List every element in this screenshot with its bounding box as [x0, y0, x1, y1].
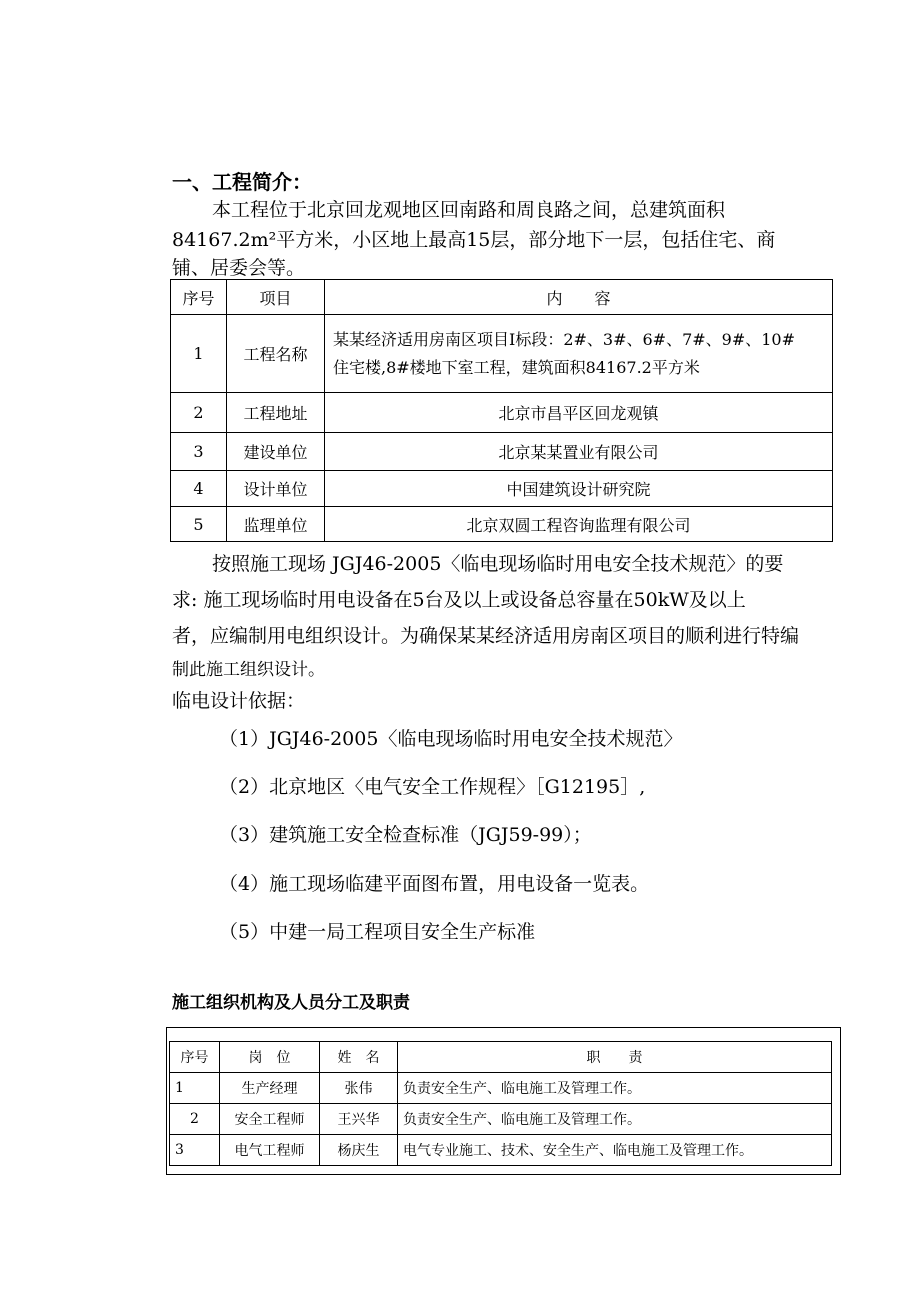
header-content: 内 容: [325, 280, 833, 315]
basis-item-4: （4）施工现场临建平面图布置，用电设备一览表。: [219, 873, 650, 895]
row-item: 设计单位: [227, 471, 325, 507]
basis-item-5: （5）中建一局工程项目安全生产标准: [219, 921, 536, 943]
intro-line-3: 铺、居委会等。: [172, 257, 306, 279]
row-content: [325, 315, 833, 393]
intro-line-1: 本工程位于北京回龙观地区回南路和周良路之间，总建筑面积: [212, 199, 726, 221]
content-line: 某某经济适用房南区项目Ⅰ标段：2#、3#、6#、7#、9#、10#: [333, 329, 796, 349]
row-name: 杨庆生: [320, 1135, 398, 1166]
row-post: 安全工程师: [220, 1104, 320, 1135]
table-row: [170, 1135, 832, 1166]
section2-title: 施工组织机构及人员分工及职责: [172, 993, 410, 1013]
header-no: 序号: [170, 1042, 220, 1073]
row-post: 生产经理: [220, 1073, 320, 1104]
header-post: 岗 位: [220, 1042, 320, 1073]
table-row: [171, 471, 833, 507]
table-row: [171, 507, 833, 542]
header-duty: 职 责: [398, 1042, 832, 1073]
header-name: 姓 名: [320, 1042, 398, 1073]
table-row: [170, 1104, 832, 1135]
basis-item-1: （1）JGJ46-2005〈临电现场临时用电安全技术规范〉: [219, 728, 683, 750]
row-name: 张伟: [320, 1073, 398, 1104]
row-duty: 电气专业施工、技术、安全生产、临电施工及管理工作。: [398, 1135, 832, 1166]
requirement-line-2: 求: 施工现场临时用电设备在5台及以上或设备总容量在50kW及以上: [172, 589, 746, 611]
row-no: 1: [171, 315, 227, 393]
row-no: 3: [170, 1135, 220, 1166]
table-row: [171, 393, 833, 433]
table-row: [171, 433, 833, 471]
row-content: 北京某某置业有限公司: [325, 433, 833, 471]
basis-item-2: （2）北京地区〈电气安全工作规程〉［G12195］,: [219, 776, 646, 798]
row-content: 中国建筑设计研究院: [325, 471, 833, 507]
row-post: 电气工程师: [220, 1135, 320, 1166]
basis-title: 临电设计依据：: [172, 690, 306, 712]
table-row: [171, 315, 833, 393]
row-item: 工程地址: [227, 393, 325, 433]
table-header-row: [171, 280, 833, 315]
row-item: 监理单位: [227, 507, 325, 542]
row-no: 1: [170, 1073, 220, 1104]
row-item: 建设单位: [227, 433, 325, 471]
row-no: 2: [170, 1104, 220, 1135]
row-content: 北京市昌平区回龙观镇: [325, 393, 833, 433]
row-no: 4: [171, 471, 227, 507]
requirement-line-4: 制此施工组织设计。: [172, 660, 325, 680]
project-info-table: [170, 279, 833, 542]
section-heading: 一、工程简介：: [172, 170, 312, 194]
content-line: 住宅楼,8#楼地下室工程，建筑面积84167.2平方米: [333, 357, 700, 377]
table-row: [170, 1073, 832, 1104]
row-name: 王兴华: [320, 1104, 398, 1135]
requirement-line-3: 者，应编制用电组织设计。为确保某某经济适用房南区项目的顺利进行特编: [172, 625, 800, 647]
row-no: 2: [171, 393, 227, 433]
staff-table: [169, 1041, 832, 1166]
row-duty: 负责安全生产、临电施工及管理工作。: [398, 1104, 832, 1135]
header-no: 序号: [171, 280, 227, 315]
header-item: 项目: [227, 280, 325, 315]
intro-line-2: 84167.2m²平方米，小区地上最高15层，部分地下一层，包括住宅、商: [172, 229, 776, 251]
row-content: 北京双圆工程咨询监理有限公司: [325, 507, 833, 542]
row-no: 3: [171, 433, 227, 471]
row-item: 工程名称: [227, 315, 325, 393]
basis-item-3: （3）建筑施工安全检查标准（JGJ59-99）；: [219, 824, 592, 846]
row-no: 5: [171, 507, 227, 542]
table-header-row: [170, 1042, 832, 1073]
requirement-line-1: 按照施工现场 JGJ46-2005〈临电现场临时用电安全技术规范〉的要: [212, 553, 784, 575]
row-duty: 负责安全生产、临电施工及管理工作。: [398, 1073, 832, 1104]
